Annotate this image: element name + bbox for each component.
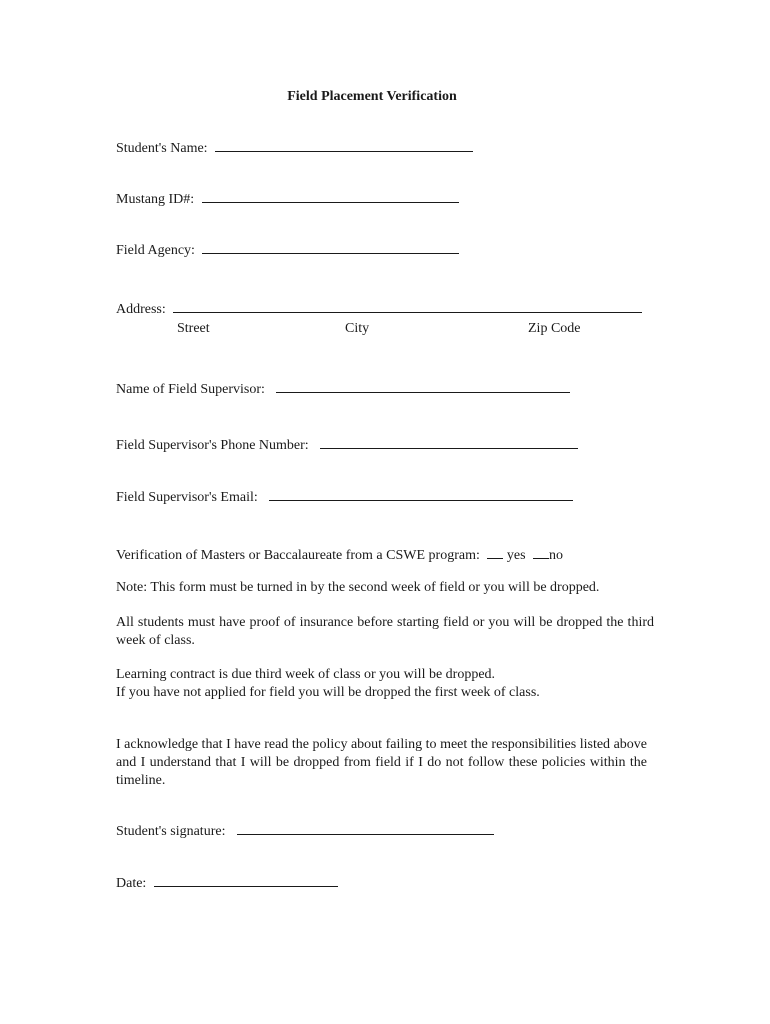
form-title: Field Placement Verification <box>287 89 457 104</box>
mustang-id-label: Mustang ID#: <box>116 192 195 207</box>
address-city-caption: City <box>345 321 370 336</box>
supervisor-name-field[interactable] <box>276 379 570 393</box>
date-label: Date: <box>116 876 147 891</box>
note-insurance: All students must have proof of insurance before starting field or you will be dropped the third week of class. <box>116 615 654 648</box>
address-zip-caption: Zip Code <box>528 321 581 336</box>
verification-label: Verification of Masters or Baccalaureate from a CSWE program: <box>116 548 480 563</box>
verification-yes-label: yes <box>506 548 526 563</box>
address-field[interactable] <box>173 299 642 313</box>
student-signature-field[interactable] <box>237 821 494 835</box>
supervisor-phone-label: Field Supervisor's Phone Number: <box>116 438 309 453</box>
student-signature-row <box>116 821 494 841</box>
verification-no-label: no <box>549 548 564 563</box>
address-label: Address: <box>116 302 166 317</box>
supervisor-email-field[interactable] <box>269 487 573 501</box>
note-apply-field: If you have not applied for field you will be dropped the first week of class. <box>116 685 540 700</box>
date-field[interactable] <box>154 873 338 887</box>
note-learning-contract: Learning contract is due third week of class or you will be dropped. <box>116 667 496 682</box>
supervisor-email-row <box>116 487 573 507</box>
supervisor-phone-field[interactable] <box>320 435 578 449</box>
verification-row <box>116 545 563 565</box>
student-name-row <box>116 138 473 158</box>
student-signature-label: Student's signature: <box>116 824 226 839</box>
field-agency-label: Field Agency: <box>116 243 195 258</box>
verification-no-blank[interactable] <box>533 545 549 559</box>
acknowledgement-text: I acknowledge that I have read the policy about failing to meet the responsibilities listed above and I understand that I will be dropped from field if I do not follow these policies within the timeline. <box>116 737 647 788</box>
address-row <box>116 299 642 319</box>
student-name-field[interactable] <box>215 138 473 152</box>
verification-yes-blank[interactable] <box>487 545 503 559</box>
field-agency-row <box>116 240 459 260</box>
date-row <box>116 873 338 893</box>
note-turn-in: Note: This form must be turned in by the second week of field or you will be dropped. <box>116 580 600 595</box>
supervisor-phone-row <box>116 435 578 455</box>
field-agency-field[interactable] <box>202 240 459 254</box>
supervisor-email-label: Field Supervisor's Email: <box>116 490 258 505</box>
student-name-label: Student's Name: <box>116 141 208 156</box>
supervisor-name-label: Name of Field Supervisor: <box>116 382 265 397</box>
mustang-id-field[interactable] <box>202 189 459 203</box>
address-street-caption: Street <box>177 321 210 336</box>
supervisor-name-row <box>116 379 570 399</box>
mustang-id-row <box>116 189 459 209</box>
